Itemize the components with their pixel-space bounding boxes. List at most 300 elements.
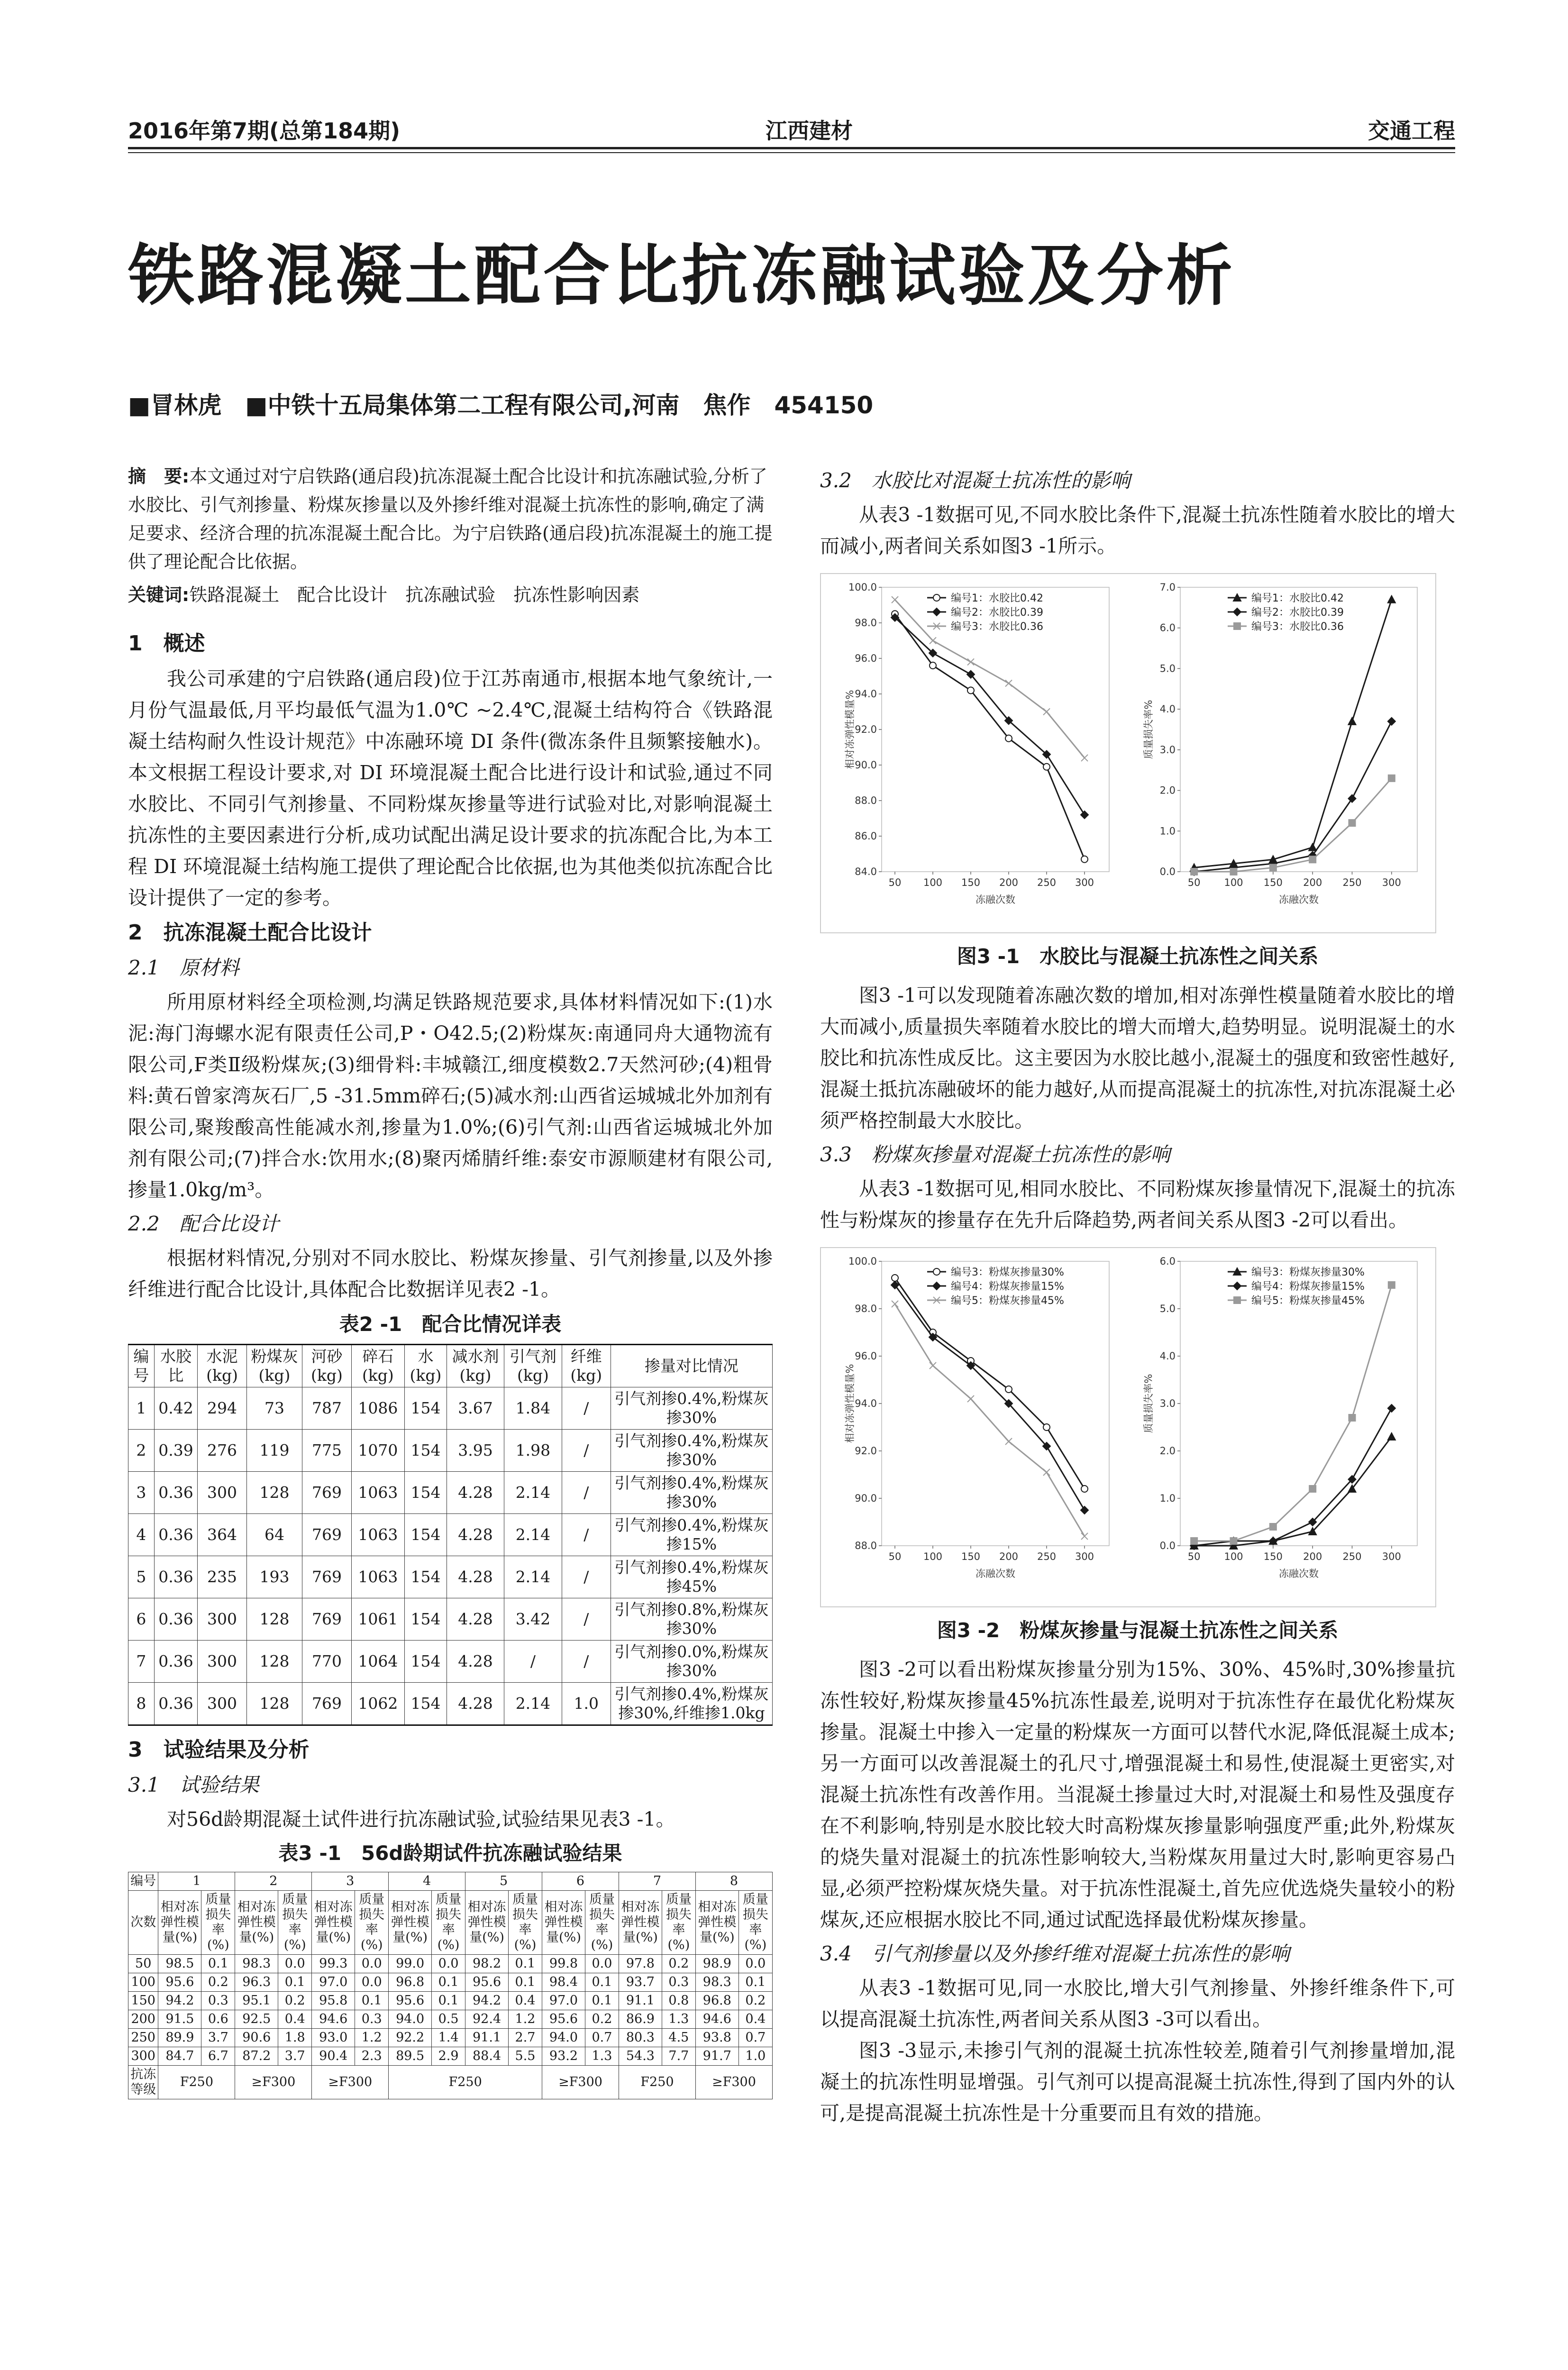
table-cell: 2.14 [504, 1556, 562, 1598]
table-header-cell: 编号 [128, 1872, 158, 1891]
data-point [967, 687, 974, 694]
y-tick-label: 96.0 [855, 1350, 877, 1362]
table-row [128, 2066, 773, 2099]
table-cell: 154 [405, 1472, 447, 1514]
table-cell: 8 [128, 1683, 155, 1725]
data-point [1043, 709, 1050, 715]
data-point [1005, 735, 1012, 742]
x-tick-label: 150 [1263, 1551, 1283, 1562]
table-header-cell: 编号 [128, 1345, 155, 1387]
figure-3-2-svg [820, 1247, 1436, 1607]
chart-2 [844, 1256, 1109, 1579]
data-point [1309, 844, 1316, 851]
table-cell: 769 [302, 1683, 351, 1725]
data-point [1081, 811, 1088, 819]
x-tick-label: 50 [888, 877, 902, 888]
table-row [128, 1514, 773, 1556]
section-name: 交通工程 [1368, 118, 1455, 144]
table-cell: 1 [128, 1387, 155, 1430]
legend-marker [1234, 1297, 1240, 1304]
table-header-cell: 质量损失率(%) [662, 1891, 695, 1955]
table-cell: 0.1 [738, 1973, 772, 1992]
data-point [967, 1395, 974, 1402]
table-cell: 93.2 [542, 2047, 585, 2066]
paragraph: 对56d龄期混凝土试件进行抗冻融试验,试验结果见表3 -1。 [167, 1808, 675, 1831]
figure-3-1 [820, 573, 1436, 933]
table-header-cell: 1 [158, 1872, 235, 1891]
table-cell: 1.4 [432, 2029, 465, 2047]
table-row [128, 1598, 773, 1641]
y-tick-label: 1.0 [1159, 825, 1176, 837]
table-header-cell: 减水剂(kg) [447, 1345, 504, 1387]
x-tick-label: 100 [1224, 877, 1243, 888]
x-axis-label: 冻融次数 [975, 1568, 1015, 1579]
legend-label: 编号2：水胶比0.39 [951, 607, 1043, 619]
legend-label: 编号4：粉煤灰掺量15% [1251, 1281, 1365, 1293]
header-rule-thin [128, 152, 1455, 153]
table-cell: 94.6 [312, 2010, 355, 2029]
table-cell: 50 [128, 1955, 158, 1973]
table-cell: 93.7 [619, 1973, 662, 1992]
legend-label: 编号3：水胶比0.36 [951, 621, 1043, 633]
table-cell: 90.6 [235, 2029, 278, 2047]
legend-label: 编号1：水胶比0.42 [1251, 592, 1344, 604]
table-cell: 0.36 [154, 1514, 198, 1556]
data-point [1191, 1538, 1197, 1544]
y-tick-label: 100.0 [848, 1256, 877, 1267]
y-tick-label: 84.0 [855, 866, 877, 877]
table-cell: 引气剂掺0.4%,粉煤灰掺30% [611, 1430, 772, 1472]
table-cell: 98.5 [158, 1955, 201, 1973]
y-tick-label: 6.0 [1159, 1256, 1176, 1267]
table-row [128, 1641, 773, 1683]
x-tick-label: 250 [1342, 1551, 1362, 1562]
header-rule [128, 147, 1455, 149]
table-cell: / [562, 1556, 611, 1598]
x-axis-label: 冻融次数 [975, 894, 1015, 905]
table-cell: 97.0 [542, 1992, 585, 2010]
table-cell: 0.36 [154, 1683, 198, 1725]
table-cell: 5 [128, 1556, 155, 1598]
table-cell: 769 [302, 1514, 351, 1556]
table-cell: 94.0 [542, 2029, 585, 2047]
table-cell: 770 [302, 1641, 351, 1683]
subsection-heading: 2.1 原材料 [128, 956, 239, 979]
table-cell: 0.6 [201, 2010, 235, 2029]
table-cell: 0.1 [278, 1973, 312, 1992]
keywords: 关键词:铁路混凝土 配合比设计 抗冻融试验 抗冻性影响因素 [128, 584, 640, 605]
series-line [1194, 721, 1392, 872]
table-cell: 94.6 [695, 2010, 738, 2029]
data-point [930, 638, 936, 644]
table-cell: 100 [128, 1973, 158, 1992]
table-cell: 91.7 [695, 2047, 738, 2066]
table-header-cell: 质量损失率(%) [432, 1891, 465, 1955]
table-cell: 294 [198, 1387, 246, 1430]
abstract: 摘 要:本文通过对宁启铁路(通启段)抗冻混凝土配合比设计和抗冻融试验,分析了水胶比、引气剂掺量、粉煤灰掺量以及外掺纤维对混凝土抗冻性的影响,确定了满足要求、经济合理的抗冻混凝土配合比。为宁启铁路(通启段)抗冻混凝土的施工提供了理论配合比依据。 [128, 466, 773, 572]
legend-label: 编号3：粉煤灰掺量30% [1251, 1267, 1365, 1278]
table-cell: 300 [128, 2047, 158, 2066]
legend-label: 编号4：粉煤灰掺量15% [951, 1281, 1064, 1293]
table-cell: 0.1 [509, 1973, 542, 1992]
subsection-heading: 3.4 引气剂掺量以及外掺纤维对混凝土抗冻性的影响 [820, 1942, 1290, 1965]
y-axis-label: 质量损失率% [1143, 700, 1154, 759]
table-cell: ≥F300 [312, 2066, 389, 2099]
x-tick-label: 300 [1075, 1551, 1094, 1562]
table-header-cell: 相对冻弹性模量(%) [619, 1891, 662, 1955]
table-header-cell: 水胶比 [154, 1345, 198, 1387]
table-cell: 276 [198, 1430, 246, 1472]
table-cell: 4 [128, 1514, 155, 1556]
y-axis-label: 相对冻弹性模量% [844, 690, 856, 769]
x-tick-label: 150 [961, 1551, 981, 1562]
table-cell: 1.98 [504, 1430, 562, 1472]
table-cell: 94.2 [465, 1992, 509, 2010]
table-cell: 128 [246, 1641, 302, 1683]
x-tick-label: 150 [961, 877, 981, 888]
legend-marker [1234, 623, 1240, 629]
table-cell: F250 [389, 2066, 542, 2099]
table-cell: 6 [128, 1598, 155, 1641]
table-cell: 4.28 [447, 1472, 504, 1514]
x-tick-label: 200 [999, 1551, 1019, 1562]
data-point [892, 1275, 898, 1281]
table-header-cell: 相对冻弹性模量(%) [389, 1891, 432, 1955]
table-cell: 95.6 [465, 1973, 509, 1992]
y-tick-label: 3.0 [1159, 744, 1176, 756]
data-point [1231, 868, 1237, 875]
y-tick-label: 92.0 [855, 1445, 877, 1457]
x-tick-label: 150 [1263, 877, 1283, 888]
y-tick-label: 3.0 [1159, 1398, 1176, 1409]
paragraph: 图3 -3显示,未掺引气剂的混凝土抗冻性较差,随着引气剂掺量增加,混凝土的抗冻性明显增强。引气剂可以提高混凝土抗冻性,得到了国内外的认可,是提高混凝土抗冻性是十分重要而且有效的措施。 [820, 2039, 1455, 2124]
data-point [1081, 856, 1088, 863]
table-cell: 4.28 [447, 1641, 504, 1683]
table-cell: 91.1 [619, 1992, 662, 2010]
table-cell: / [562, 1472, 611, 1514]
y-tick-label: 1.0 [1159, 1493, 1176, 1504]
table-cell: 99.3 [312, 1955, 355, 1973]
legend-label: 编号3：粉煤灰掺量30% [951, 1267, 1064, 1278]
table-cell: 0.3 [201, 1992, 235, 2010]
table-cell: 2.9 [432, 2047, 465, 2066]
legend-label: 编号3：水胶比0.36 [1251, 621, 1344, 633]
table-cell: 3.42 [504, 1598, 562, 1641]
x-tick-label: 100 [1224, 1551, 1243, 1562]
section-heading: 3 试验结果及分析 [128, 1738, 310, 1762]
section-heading: 2 抗冻混凝土配合比设计 [128, 921, 372, 945]
table-cell: 引气剂掺0.4%,粉煤灰掺45% [611, 1556, 772, 1598]
table-header-cell: 河砂(kg) [302, 1345, 351, 1387]
table-cell: 7 [128, 1641, 155, 1683]
subsection-heading: 3.2 水胶比对混凝土抗冻性的影响 [820, 469, 1130, 492]
table-cell: 引气剂掺0.4%,粉煤灰掺15% [611, 1514, 772, 1556]
table-cell: 1.0 [562, 1683, 611, 1725]
data-point [892, 596, 898, 603]
table-cell: 0.0 [355, 1973, 389, 1992]
x-tick-label: 300 [1075, 877, 1094, 888]
data-point [1081, 1506, 1088, 1514]
data-point [1388, 596, 1395, 603]
table-cell: 154 [405, 1641, 447, 1683]
legend-label: 编号2：水胶比0.39 [1251, 607, 1344, 619]
table-cell: 0.2 [278, 1992, 312, 2010]
data-point [1005, 680, 1012, 687]
table-row [128, 2047, 773, 2066]
table-cell: 93.0 [312, 2029, 355, 2047]
table-header-cell: 碎石(kg) [351, 1345, 405, 1387]
table-cell: 94.2 [158, 1992, 201, 2010]
legend-marker [933, 1282, 940, 1290]
x-tick-label: 250 [1037, 877, 1057, 888]
table-row [128, 1992, 773, 2010]
table-cell: 128 [246, 1598, 302, 1641]
table-cell: 119 [246, 1430, 302, 1472]
table-cell: 154 [405, 1514, 447, 1556]
table-cell: 91.5 [158, 2010, 201, 2029]
table-cell: 0.36 [154, 1598, 198, 1641]
table-cell: 128 [246, 1683, 302, 1725]
table-row [128, 1472, 773, 1514]
data-point [1043, 1424, 1050, 1431]
table-cell: 1.84 [504, 1387, 562, 1430]
table-cell: 97.0 [312, 1973, 355, 1992]
running-header [128, 110, 1455, 144]
table-cell: 96.8 [695, 1992, 738, 2010]
x-tick-label: 300 [1382, 877, 1401, 888]
data-point [1388, 1282, 1395, 1288]
journal-name: 江西建材 [766, 118, 853, 144]
y-tick-label: 5.0 [1159, 1303, 1176, 1314]
y-tick-label: 6.0 [1159, 622, 1176, 634]
table-cell: 154 [405, 1430, 447, 1472]
table-row [128, 1683, 773, 1725]
table-header-cell: 质量损失率(%) [738, 1891, 772, 1955]
paragraph: 根据材料情况,分别对不同水胶比、粉煤灰掺量、引气剂掺量,以及外掺纤维进行配合比设计,具体配合比数据详见表2 -1。 [128, 1247, 773, 1301]
y-tick-label: 7.0 [1159, 582, 1176, 593]
table-cell: 89.9 [158, 2029, 201, 2047]
table-row [128, 2029, 773, 2047]
table-cell: 5.5 [509, 2047, 542, 2066]
table-cell: 98.4 [542, 1973, 585, 1992]
chart-3 [1143, 1256, 1417, 1579]
table-cell: 73 [246, 1387, 302, 1430]
table-cell: 3.67 [447, 1387, 504, 1430]
figure-3-1-svg [820, 573, 1436, 933]
table-header-row [128, 1891, 773, 1955]
table-cell: F250 [158, 2066, 235, 2099]
table-cell: / [562, 1387, 611, 1430]
table-cell: 4.5 [662, 2029, 695, 2047]
data-point [1005, 1386, 1012, 1393]
table-cell: 87.2 [235, 2047, 278, 2066]
table-header-cell: 相对冻弹性模量(%) [312, 1891, 355, 1955]
table-cell: 1.2 [509, 2010, 542, 2029]
table-cell: 235 [198, 1556, 246, 1598]
data-point [1309, 1486, 1316, 1492]
series-line [1194, 1437, 1392, 1546]
series-line [1194, 600, 1392, 868]
data-point [1081, 755, 1088, 761]
table-header-cell: 8 [695, 1872, 772, 1891]
table-cell: 94.0 [389, 2010, 432, 2029]
table-cell: 128 [246, 1472, 302, 1514]
table-cell: 0.36 [154, 1472, 198, 1514]
table-cell: 86.9 [619, 2010, 662, 2029]
table-header-cell: 相对冻弹性模量(%) [542, 1891, 585, 1955]
table-cell: 92.2 [389, 2029, 432, 2047]
table-cell: 89.5 [389, 2047, 432, 2066]
table-row [128, 2010, 773, 2029]
data-point [1309, 856, 1316, 863]
table-cell: 0.4 [509, 1992, 542, 2010]
data-point [1388, 775, 1395, 782]
y-tick-label: 90.0 [855, 759, 877, 771]
legend-marker [933, 608, 940, 616]
x-tick-label: 100 [923, 877, 943, 888]
table-cell: 95.1 [235, 1992, 278, 2010]
table-cell: 0.1 [509, 1955, 542, 1973]
table-cell: 98.2 [465, 1955, 509, 1973]
table-cell: 1063 [351, 1472, 405, 1514]
table-header-cell: 相对冻弹性模量(%) [235, 1891, 278, 1955]
y-tick-label: 0.0 [1159, 866, 1176, 877]
table-cell: 0.0 [585, 1955, 619, 1973]
table-cell: 0.36 [154, 1641, 198, 1683]
x-tick-label: 250 [1037, 1551, 1057, 1562]
x-tick-label: 200 [1303, 877, 1322, 888]
table-header-cell: 3 [312, 1872, 389, 1891]
series-line [895, 614, 1085, 859]
legend-marker [1233, 1282, 1241, 1290]
table-cell: 92.5 [235, 2010, 278, 2029]
table-header-cell: 质量损失率(%) [355, 1891, 389, 1955]
table-header-cell: 相对冻弹性模量(%) [695, 1891, 738, 1955]
table-cell: 1064 [351, 1641, 405, 1683]
x-tick-label: 200 [1303, 1551, 1322, 1562]
table-header-cell: 引气剂(kg) [504, 1345, 562, 1387]
table-cell: 0.3 [662, 1973, 695, 1992]
chart-0 [844, 582, 1109, 905]
table-cell: 0.39 [154, 1430, 198, 1472]
data-point [1388, 1433, 1395, 1440]
table-cell: 1.8 [278, 2029, 312, 2047]
table-cell: 3 [128, 1472, 155, 1514]
data-point [1349, 1414, 1356, 1421]
series-line [1194, 778, 1392, 872]
table-header-cell: 6 [542, 1872, 619, 1891]
table-cell: 2.14 [504, 1683, 562, 1725]
table-cell: 250 [128, 2029, 158, 2047]
table-cell: F250 [619, 2066, 695, 2099]
y-tick-label: 96.0 [855, 653, 877, 664]
data-point [1388, 1404, 1395, 1412]
data-point [1388, 718, 1395, 725]
y-tick-label: 88.0 [855, 1540, 877, 1551]
table-cell: 0.8 [662, 1992, 695, 2010]
table-cell: / [562, 1641, 611, 1683]
mix-proportion-table [128, 1344, 773, 1726]
table-header-cell: 相对冻弹性模量(%) [158, 1891, 201, 1955]
series-line [895, 618, 1085, 815]
legend-marker [1233, 608, 1241, 616]
table-cell: 84.7 [158, 2047, 201, 2066]
table-cell: 80.3 [619, 2029, 662, 2047]
table-cell: 98.3 [695, 1973, 738, 1992]
table-cell: 3.95 [447, 1430, 504, 1472]
table-row [128, 1387, 773, 1430]
legend-marker [933, 1268, 940, 1275]
table-cell: 90.4 [312, 2047, 355, 2066]
table-row [128, 1430, 773, 1472]
subsection-heading: 3.1 试验结果 [128, 1773, 259, 1796]
table-cell: 97.8 [619, 1955, 662, 1973]
table-cell: 99.0 [389, 1955, 432, 1973]
table-cell: ≥F300 [235, 2066, 312, 2099]
table-cell: 1063 [351, 1514, 405, 1556]
chart-1 [1143, 582, 1417, 905]
table-cell: 引气剂掺0.8%,粉煤灰掺30% [611, 1598, 772, 1641]
figure-caption: 图3 -1 水胶比与混凝土抗冻性之间关系 [957, 945, 1319, 968]
table-cell: 300 [198, 1472, 246, 1514]
table-cell: 0.4 [278, 2010, 312, 2029]
table-cell: / [562, 1430, 611, 1472]
data-point [1270, 864, 1276, 871]
table-cell: 4.28 [447, 1598, 504, 1641]
legend-label: 编号5：粉煤灰掺量45% [1251, 1295, 1365, 1307]
table-cell: 4.28 [447, 1556, 504, 1598]
table-header-cell: 水(kg) [405, 1345, 447, 1387]
table-cell: 300 [198, 1598, 246, 1641]
data-point [1349, 718, 1356, 725]
table-cell: 1.3 [585, 2047, 619, 2066]
table-header-cell: 5 [465, 1872, 542, 1891]
table-cell: 0.2 [738, 1992, 772, 2010]
table-cell: 引气剂掺0.0%,粉煤灰掺30% [611, 1641, 772, 1683]
table-cell: 0.0 [278, 1955, 312, 1973]
y-tick-label: 4.0 [1159, 703, 1176, 715]
table-cell: 88.4 [465, 2047, 509, 2066]
table-cell: 0.7 [738, 2029, 772, 2047]
paragraph: 从表3 -1数据可见,相同水胶比、不同粉煤灰掺量情况下,混凝土的抗冻性与粉煤灰的掺量存在先升后降趋势,两者间关系从图3 -2可以看出。 [820, 1177, 1455, 1231]
table-cell: 抗冻等级 [128, 2066, 158, 2099]
freeze-thaw-results-table [128, 1872, 773, 2099]
table-cell: 154 [405, 1387, 447, 1430]
table-cell: 0.5 [432, 2010, 465, 2029]
table-cell: 300 [198, 1641, 246, 1683]
y-tick-label: 98.0 [855, 617, 877, 629]
table-cell: 0.1 [355, 1992, 389, 2010]
table-cell: 54.3 [619, 2047, 662, 2066]
table-header-row [128, 1872, 773, 1891]
table-header-cell: 2 [235, 1872, 312, 1891]
y-tick-label: 98.0 [855, 1303, 877, 1314]
y-tick-label: 5.0 [1159, 663, 1176, 675]
table-cell: 150 [128, 1992, 158, 2010]
table-cell: 1.3 [662, 2010, 695, 2029]
table-cell: / [562, 1598, 611, 1641]
table-cell: 0.1 [585, 1973, 619, 1992]
table-header-cell: 质量损失率(%) [585, 1891, 619, 1955]
x-tick-label: 250 [1342, 877, 1362, 888]
paragraph: 从表3 -1数据可见,同一水胶比,增大引气剂掺量、外掺纤维条件下,可以提高混凝土抗冻性,两者间关系从图3 -3可以看出。 [820, 1977, 1455, 2031]
y-tick-label: 2.0 [1159, 1445, 1176, 1457]
data-point [1231, 1538, 1237, 1544]
table-cell: 3.7 [278, 2047, 312, 2066]
table-cell: 64 [246, 1514, 302, 1556]
y-axis-label: 质量损失率% [1143, 1374, 1154, 1433]
table-cell: 154 [405, 1683, 447, 1725]
